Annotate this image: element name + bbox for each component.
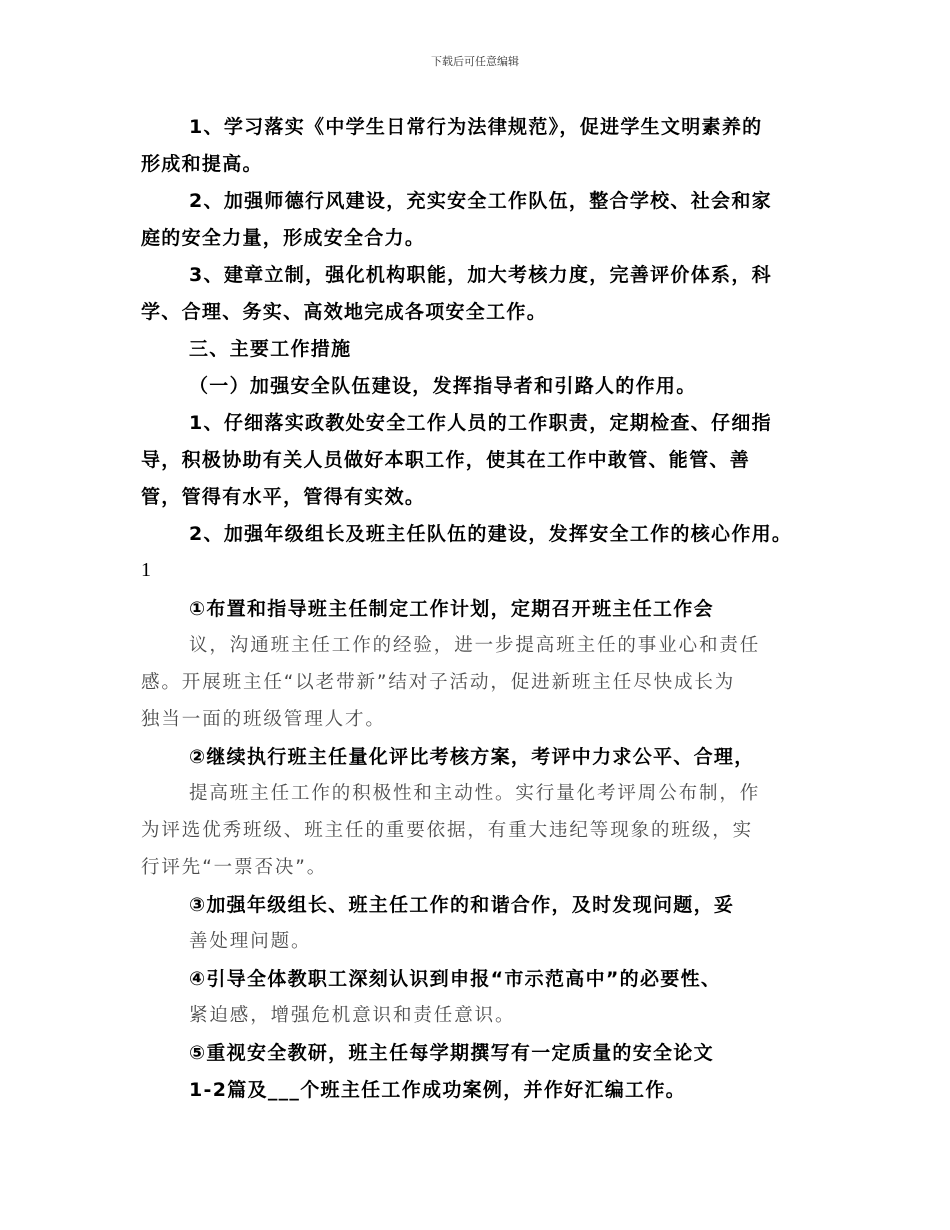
para-line: 导，积极协助有关人员做好本职工作，使其在工作中敢管、能管、善 xyxy=(141,449,751,471)
para-line: 1、仔细落实政教处安全工作人员的工作职责，定期检查、仔细指 xyxy=(189,412,772,434)
page-header: 下载后可任意编辑 xyxy=(431,55,519,68)
para-line: 形成和提高。 xyxy=(141,153,263,175)
list-item-heading: ①布置和指导班主任制定工作计划，定期召开班主任工作会 xyxy=(189,598,714,620)
list-item-heading: ③加强年级组长、班主任工作的和谐合作，及时发现问题，妥 xyxy=(189,894,735,916)
para-line: 3、建章立制，强化机构职能，加大考核力度，完善评价体系，科 xyxy=(189,264,772,286)
para-line: 2、加强年级组长及班主任队伍的建设，发挥安全工作的核心作用。 xyxy=(189,523,793,545)
page-number: 1 xyxy=(141,559,151,581)
para-line: 2、加强师德行风建设，充实安全工作队伍，整合学校、社会和家 xyxy=(189,190,772,212)
list-item-text: 善处理问题。 xyxy=(189,931,312,952)
list-item-heading: ②继续执行班主任量化评比考核方案，考评中力求公平、合理， xyxy=(189,746,755,768)
para-line: 1、学习落实《中学生日常行为法律规范》，促进学生文明素养的 xyxy=(189,116,763,138)
list-item-text: 独当一面的班级管理人才。 xyxy=(141,709,386,730)
list-item-text: 感。开展班主任“以老带新”结对子活动，促进新班主任尽快成长为 xyxy=(141,672,736,693)
list-item-text: 行评先“一票否决”。 xyxy=(141,857,328,878)
list-item-text: 提高班主任工作的积极性和主动性。实行量化考评周公布制，作 xyxy=(189,783,761,804)
list-item-heading: ⑤重视安全教研，班主任每学期撰写有一定质量的安全论文 xyxy=(189,1042,714,1064)
subsection-heading: （一）加强安全队伍建设，发挥指导者和引路人的作用。 xyxy=(189,375,697,397)
list-item-text: 1-2篇及___个班主任工作成功案例，并作好汇编工作。 xyxy=(189,1079,686,1101)
list-item-text: 议，沟通班主任工作的经验，进一步提高班主任的事业心和责任 xyxy=(189,635,761,656)
para-line: 管，管得有水平，管得有实效。 xyxy=(141,486,426,508)
list-item-heading: ④引导全体教职工深刻认识到申报“市示范高中”的必要性、 xyxy=(189,968,722,990)
list-item-text: 紧迫感，增强危机意识和责任意识。 xyxy=(189,1005,516,1026)
para-line: 学、合理、务实、高效地完成各项安全工作。 xyxy=(141,301,548,323)
list-item-text: 为评选优秀班级、班主任的重要依据，有重大违纪等现象的班级，实 xyxy=(141,820,754,841)
section-heading: 三、主要工作措施 xyxy=(189,338,352,360)
para-line: 庭的安全力量，形成安全合力。 xyxy=(141,227,426,249)
